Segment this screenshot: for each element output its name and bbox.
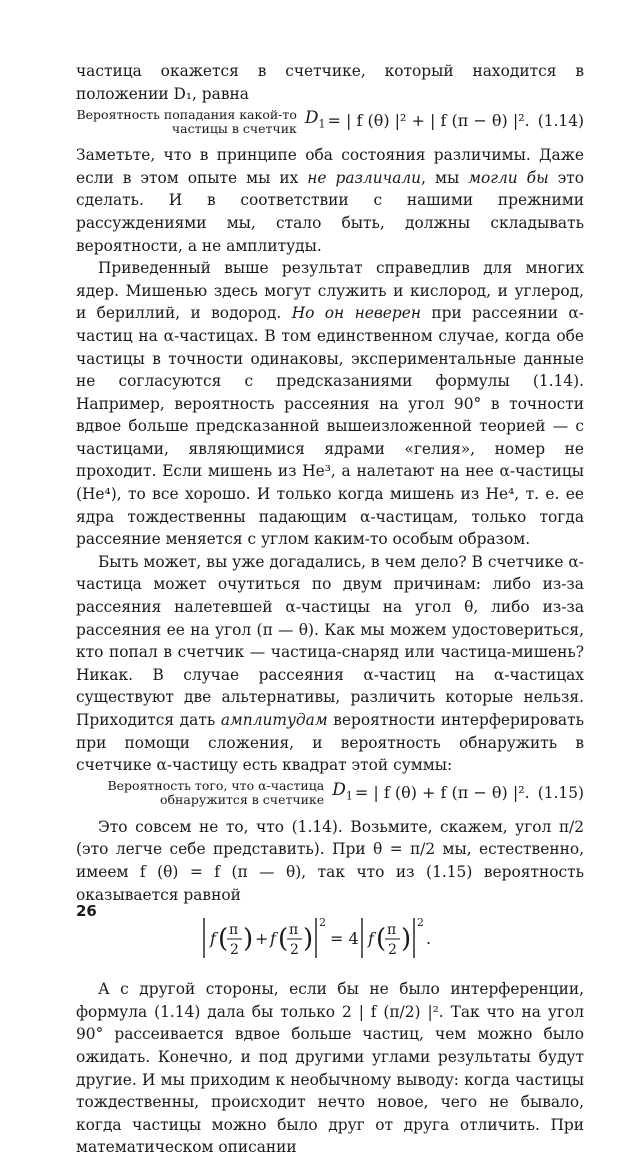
paragraph-2 [76,144,584,257]
paren-close-3: ) [401,924,412,955]
formula-1-15 [76,779,584,808]
paragraph-5: Это совсем не то, что (1.14). Возьмите, скажем, угол π/2 (это легче себе представить). При θ = π/2 мы, естественно, имеем f (θ) = f (π — θ), так что из (1.15) вероятность оказывается равной [76,817,584,904]
two-symbol-3: 2 [388,942,397,959]
final-dot: . [426,929,432,949]
p2-italic-2: могли бы [468,168,549,187]
formula-1-14-counter-symbol [305,107,326,136]
p3-c: при рассеянии α-частиц на α-частицах. В том единственном случае, когда обе частицы в точности одинаковы, экспериментальные данные не согласуются с предсказаниями формулы (1.14). Например, вероятность рассеяния на угол 90° в точности вдвое больше предсказанной вышеизложенной теорией — с частицами, являющимися ядрами «гелия», номер не проходит. Если мишень из He³, а налетают на нее α-частицы (He⁴), то все хорошо. И только когда мишень из He⁴, т. е. ее ядра тождественны падающим α-частицам, только тогда рассеяние меняется с углом каким-то особым образом. [76,304,584,549]
paren-close-2: ) [303,924,314,955]
paren-open-1: ( [218,924,229,955]
f-symbol-3: f [368,929,374,949]
formula-1-14-label-line1: Вероятность попадания какой-то [76,106,297,122]
p4-c: вероятности интерферировать при помощи сложения, и вероятность обнаружить в счетчике α-частицу есть квадрат этой суммы: [76,711,584,775]
square-exponent-2: 2 [417,916,424,930]
formula-1-14 [76,107,584,136]
p2-c: , мы [421,168,469,187]
page-text [76,60,584,1159]
p2-a: Заметьте, что в принципе оба состояния различимы. Даже если в этом опыте мы их [76,146,584,187]
two-symbol-1: 2 [230,942,239,959]
display-formula [76,914,584,966]
paragraph-4 [76,551,584,777]
p3-a: Приведенный выше результат справедлив для многих ядер. Мишенью здесь могут служить и кислород, и углерод, и бериллий, и водород. [76,259,584,323]
formula-1-15-D: D [332,779,346,800]
f-symbol-2: f [270,929,276,949]
page-number: 26 [76,902,97,920]
two-symbol-2: 2 [290,942,299,959]
formula-1-15-counter-symbol [332,779,353,808]
f-symbol-1: f [210,929,216,949]
formula-1-14-expression: = | f (θ) |² + | f (π − θ) |². [327,111,530,131]
formula-1-15-label-line1: Вероятность того, что α-частица [107,778,325,794]
formula-1-15-label [107,779,324,807]
p3-italic: Но он неверен [291,304,421,323]
p2-italic-1: не различали [307,168,422,187]
formula-1-14-D-sub: 1 [318,117,326,131]
formula-1-15-number: (1.15) [537,783,584,802]
formula-1-14-label [76,108,296,136]
formula-1-15-D-sub: 1 [345,789,353,803]
paren-open-2: ( [278,924,289,955]
paragraph-6: А с другой стороны, если бы не было интерференции, формула (1.14) дала бы только 2 | f (π/2) |². Так что на угол 90° рассеивается вдвое больше частиц, чем можно было ожидать. Конечно, и под другими углами результаты будут другие. И мы приходим к необычному выводу: когда частицы тождественны, происходит нечто новое, чего не бывало, когда частицы можно было друг от друга отличить. При математическом описании [76,980,584,1157]
paren-close-1: ) [243,924,254,955]
display-formula-svg [200,914,460,966]
plus-symbol: + [255,929,269,949]
pi-symbol-2: π [289,922,299,939]
pi-symbol-3: π [387,922,397,939]
p4-a: Быть может, вы уже догадались, в чем дело? В счетчике α-частица может очутиться по двум причинам: либо из-за рассеяния налетевшей α-частицы на угол θ, либо из-за рассеяния ее на угол (π — θ). Как мы можем удостовериться, кто попал в счетчик — частица-снаряд или частица-мишень? Никак. В случае рассеяния α-частиц на α-частицах существуют две альтернативы, различить которые нельзя. Приходится дать [76,552,584,730]
equals-four: = 4 [330,929,359,949]
paragraph-3 [76,257,584,551]
pi-symbol-1: π [229,922,239,939]
formula-1-15-label-line2: обнаружится в счетчике [160,792,325,808]
formula-1-14-label-line2: частицы в счетчик [171,120,297,136]
square-exponent-1: 2 [319,916,326,930]
formula-1-14-number: (1.14) [537,112,584,131]
paren-open-3: ( [376,924,387,955]
p4-italic: амплитудам [220,711,328,730]
formula-1-15-expression: = | f (θ) + f (π − θ) |². [354,782,530,802]
paragraph-1: частица окажется в счетчике, который находится в положении D₁, равна [76,62,584,103]
formula-1-14-D: D [304,108,319,129]
p2-e: это сделать. И в соответствии с нашими прежними рассуждениями мы, стало быть, должны складывать вероятности, а не амплитуды. [76,168,585,255]
